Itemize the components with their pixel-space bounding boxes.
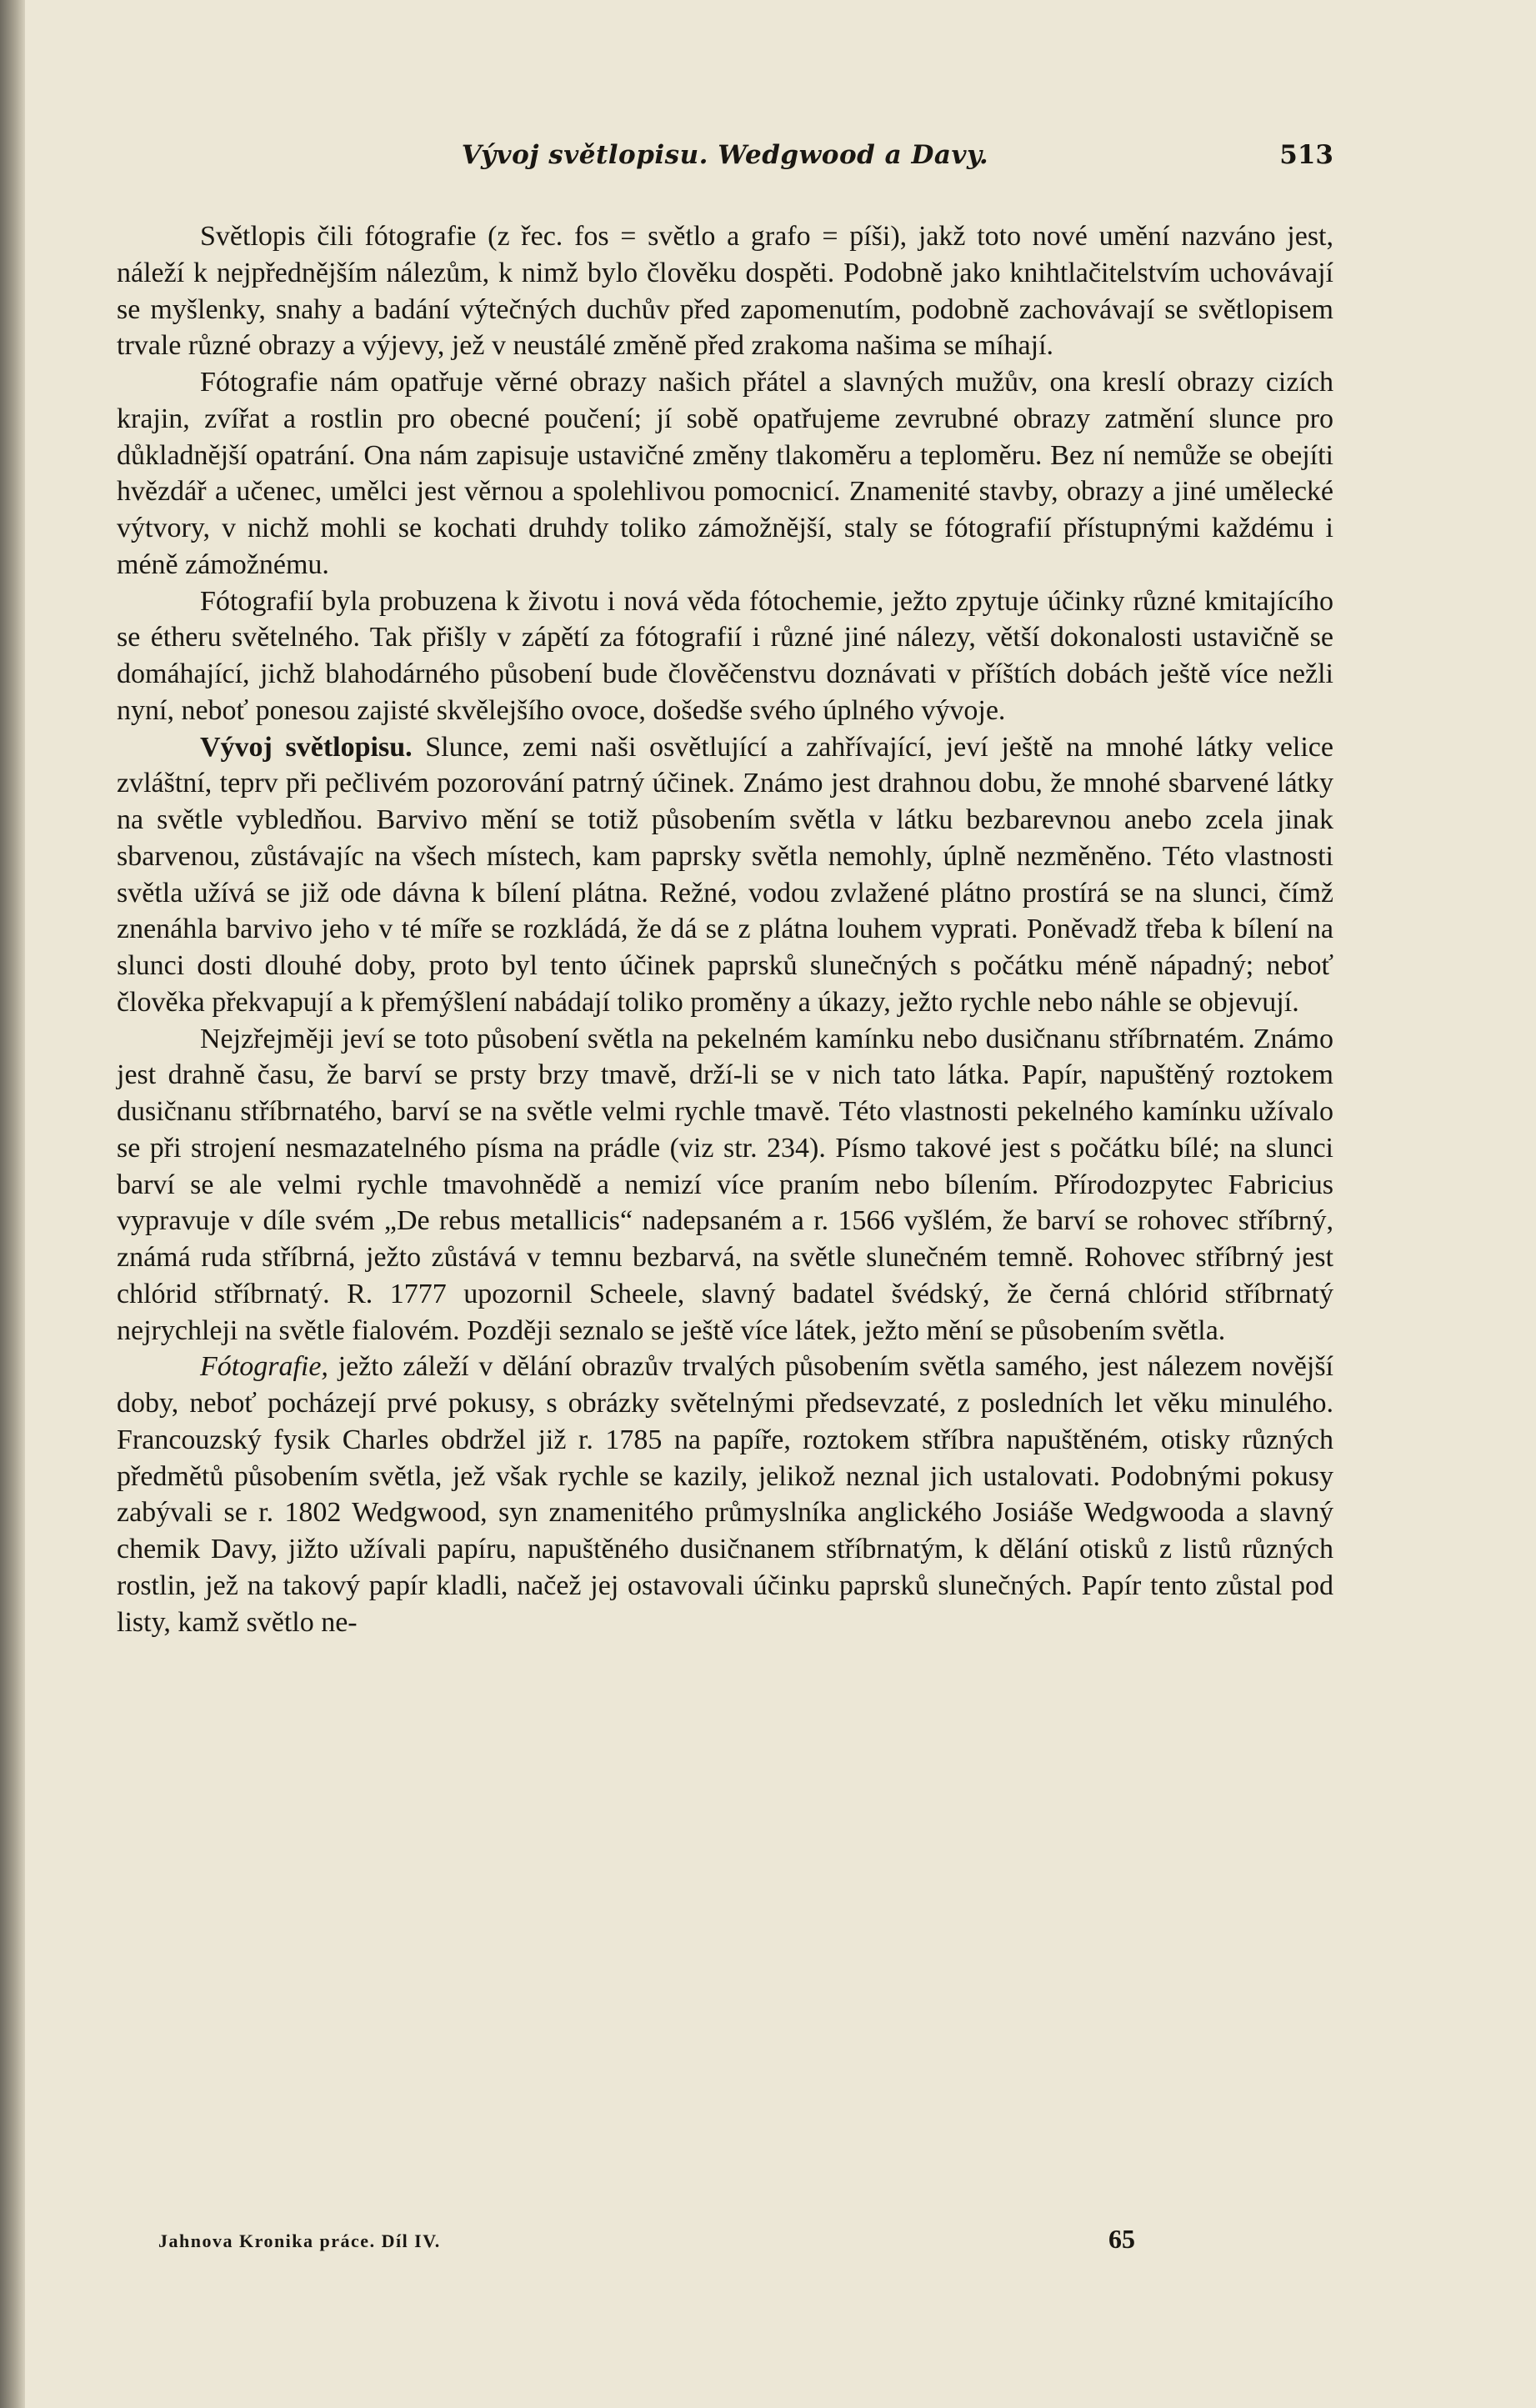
footer-title: Jahnova Kronika práce. Díl IV. — [158, 2230, 441, 2251]
section-heading: Vývoj světlopisu. — [200, 731, 413, 763]
paragraph: Fótografie nám opatřuje věrné obrazy našich přátel a slavných mužův, ona kreslí obrazy cizích krajin, zvířat a rostlin pro obecné poučení; jí sobě opatřujeme zevrubné obrazy zatmění slunce pro důkladnější opatrání. Ona nám zapisuje ustavičné změny tlakoměru a teploměru. Bez ní nemůže se obejíti hvězdář a učenec, umělci jest věrnou a spolehlivou pomocnicí. Znamenité stavby, obrazy a jiné umělecké výtvory, v nichž mohli se kochati druhdy toliko zámožnější, staly se fótografií přístupnými každému i méně zámožnému. — [117, 367, 1333, 580]
body-text — [117, 218, 1333, 1640]
running-title: Vývoj světlopisu. Wedgwood a Davy. — [461, 140, 989, 170]
book-page — [25, 0, 1536, 2408]
paragraph-text: Slunce, zemi naši osvětlující a zahřívající, jeví ještě na mnohé látky velice zvláštní, teprv při pečlivém pozorování patrný účinek. Známo jest drahnou dobu, že mnohé sbarvené látky na světle vybledňou. Barvivo mění se totiž působením světla v látku bezbarevnou anebo zcela jinak sbarvenou, zůstávajíc na všech místech, kam paprsky světla nemohly, úplně nezměněno. Této vlastnosti světla užívá se již ode dávna k bílení plátna. Režné, vodou zvlažené plátno prostírá se na slunci, čímž znenáhla barvivo jeho v té míře se rozkládá, že dá se z plátna louhem vyprati. Poněvadž třeba k bílení na slunci dosti dlouhé doby, proto byl tento účinek paprsků slunečných s počátku méně nápadný; neboť člověka překvapují a k přemýšlení nabádají toliko proměny a úkazy, ježto rychle nebo náhle se objevují. — [117, 731, 1333, 1018]
paragraph: Nejzřejměji jeví se toto působení světla na pekelném kamínku nebo dusičnanu stříbrnatém. Známo jest drahně času, že barví se prsty brzy tmavě, drží-li se v nich tato látka. Papír, napuštěný roztokem dusičnanu stříbrnatého, barví se na světle velmi rychle tmavě. Této vlastnosti pekelného kamínku užívalo se při strojení nesmazatelného písma na prádle (viz str. 234). Písmo takové jest s počátku bílé; na slunci barví se ale velmi rychle tmavohnědě a nemizí více praním nebo bílením. Přírodozpytec Fabricius vypravuje v díle svém „De rebus metallicis“ nadepsaném a r. 1566 vyšlém, že barví se rohovec stříbrný, známá ruda stříbrná, ježto zůstává v temnu bezbarvá, na světle slunečném temně. Rohovec stříbrný jest chlórid stříbrnatý. R. 1777 upozornil Scheele, slavný badatel švédský, že černá chlórid stříbrnatý nejrychleji na světle fialovém. Později seznalo se ještě více látek, ježto mění se působením světla. — [117, 1023, 1333, 1346]
page-footer — [117, 2224, 1333, 2257]
paragraph-section — [117, 1349, 1333, 1640]
paragraph-text: ježto záleží v dělání obrazův trvalých působením světla samého, jest nálezem novější doby, neboť pocházejí prvé pokusy, s obrázky světelnými předsevzaté, z posledních let věku minulého. Francouzský fysik Charles obdržel již r. 1785 na papíře, roztokem stříbra napuštěném, otisky různých předmětů působením světla, jež však rychle se kazily, jelikož neznal jich ustalovati. Podobnými pokusy zabývali se r. 1802 Wedgwood, syn znamenitého průmyslníka anglického Josiáše Wedgwooda a slavný chemik Davy, jižto užívali papíru, napuštěného dusičnanem stříbrnatým, k dělání otisků z listů různých rostlin, jež na takový papír kladli, načež jej ostavovali účinku paprsků slunečných. Papír tento zůstal pod listy, kamž světlo ne- — [117, 1351, 1333, 1638]
book-spine-shadow — [0, 0, 25, 2408]
paragraph: Fótografií byla probuzena k životu i nová věda fótochemie, ježto zpytuje účinky různé kmitajícího se étheru světelného. Tak přišly v zápětí za fótografií i různé jiné nálezy, větší dokonalosti ustavičně se domáhající, jichž blahodárného působení bude člověčenstvu doznávati v příštích dobách ještě více nežli nyní, neboť ponesou zajisté skvělejšího ovoce, došedše svého úplného vývoje. — [117, 585, 1333, 726]
page-number: 513 — [1279, 140, 1333, 170]
paragraph: Světlopis čili fótografie (z řec. fos = světlo a grafo = píši), jakž toto nové umění nazváno jest, náleží k nejpřednějším nálezům, k nimž bylo člověku dospěti. Podobně jako knihtlačitelstvím uchovávají se myšlenky, snahy a badání výtečných duchův před zapomenutím, podobně zachovávají se světlopisem trvale různé obrazy a výjevy, jež v neustálé změně před zrakoma našima se míhají. — [117, 221, 1333, 362]
signature-mark: 65 — [1108, 2224, 1135, 2254]
lead-term: Fótografie, — [200, 1351, 328, 1383]
paragraph-section — [117, 729, 1333, 1021]
page-header — [117, 140, 1333, 177]
